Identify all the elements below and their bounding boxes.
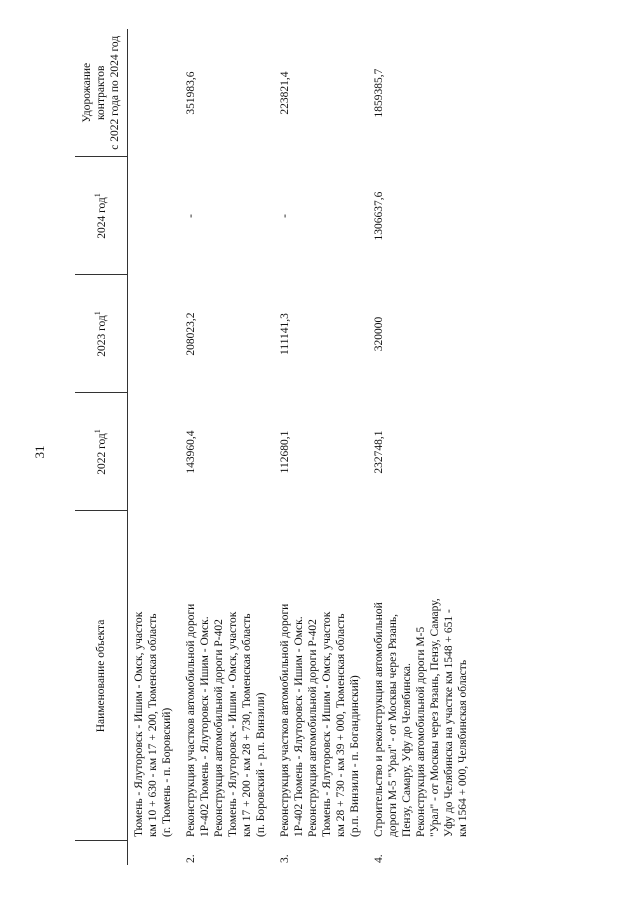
header-name: Наименование объекта (75, 511, 128, 841)
object-name-line: Тюмень - Ялуторовск - Ишим - Омск, участок (227, 611, 240, 837)
value-2023: 320000 (373, 316, 386, 352)
object-name-line: Реконструкция автомобильной дороги М-5 (415, 626, 428, 837)
object-name-line: дороги М-5 "Урал" - от Москвы через Рязань, (387, 614, 400, 837)
object-name (368, 511, 476, 841)
page-number: 31 (32, 445, 47, 459)
header-2022: 2022 год$^1$ (75, 393, 128, 511)
object-name-line: (р.п. Винзили - п. Богандинский) (349, 675, 362, 837)
object-name-line: км 1564 + 000, Челябинская область (457, 659, 470, 837)
value-2022: 232748,1 (373, 430, 386, 474)
table-row (274, 29, 368, 865)
object-name-line: Тюмень - Ялуторовск - Ишим - Омск, участок (133, 611, 145, 837)
object-name-line: км 10 + 630 - км 17 + 200, Тюменская область (147, 613, 160, 837)
row-index: 2. (185, 854, 198, 863)
value-2022 (128, 393, 181, 511)
row-index (128, 841, 181, 865)
value-2024: - (279, 214, 292, 218)
object-name-line: км 28 + 730 - км 39 + 000, Тюменская область (335, 613, 348, 837)
object-name-line: Реконструкция участков автомобильной дороги (279, 603, 292, 837)
value-2022: 112680,1 (279, 430, 292, 474)
value-2022: 143960,4 (185, 430, 198, 474)
value-2023 (128, 275, 181, 393)
object-name-line: Пензу, Самару, Уфу до Челябинска. (401, 663, 414, 837)
object-name (128, 511, 181, 841)
object-name-line: Реконструкция автомобильной дороги Р-402 (307, 619, 320, 837)
table-row (368, 29, 476, 865)
header-2023: 2023 год$^1$ (75, 275, 128, 393)
table-row (128, 29, 181, 865)
object-name (274, 511, 368, 841)
header-row (75, 29, 128, 865)
value-total: 1859385,7 (373, 68, 386, 118)
value-total (128, 29, 181, 157)
object-name (180, 511, 274, 841)
value-total: 223821,4 (279, 71, 292, 115)
value-2024 (128, 157, 181, 275)
table-row (180, 29, 274, 865)
object-name-line: (п. Боровский - р.п. Винзили) (255, 692, 268, 837)
object-name-line: км 17 + 200 - км 28 + 730, Тюменская область (241, 613, 254, 837)
object-name-line: 1Р-402 Тюмень - Ялуторовск - Ишим - Омск. (293, 616, 306, 837)
header-2024: 2024 год$^1$ (75, 157, 128, 275)
object-name-line: Тюмень - Ялуторовск - Ишим - Омск, участок (321, 611, 334, 837)
row-index: 3. (279, 854, 292, 863)
object-name-line: 1Р-402 Тюмень - Ялуторовск - Ишим - Омск. (199, 616, 212, 837)
header-index (75, 841, 128, 865)
value-2024: 1306637,6 (373, 191, 386, 241)
object-name-line: Строительство и реконструкция автомобильной (373, 602, 386, 837)
object-name-line: Реконструкция участков автомобильной дороги (185, 603, 198, 837)
object-name-line: "Урал" - от Москвы через Рязань, Пензу, Самару, (429, 598, 442, 837)
value-2024: - (185, 214, 198, 218)
object-name-line: (г. Тюмень - п. Боровский) (161, 707, 174, 837)
object-name-line: Уфу до Челябинска на участке км 1548 + 651 - (443, 609, 456, 837)
header-total: Удорожание контрактов с 2022 года по 2024 год (75, 29, 128, 157)
rotated-table-page (75, 35, 595, 865)
value-2023: 208023,2 (185, 312, 198, 356)
object-name-line: Реконструкция автомобильной дороги Р-402 (213, 619, 226, 837)
value-2023: 111141,3 (279, 313, 292, 355)
value-total: 351983,6 (185, 71, 198, 115)
row-index: 4. (373, 854, 386, 863)
contracts-table (75, 29, 476, 865)
